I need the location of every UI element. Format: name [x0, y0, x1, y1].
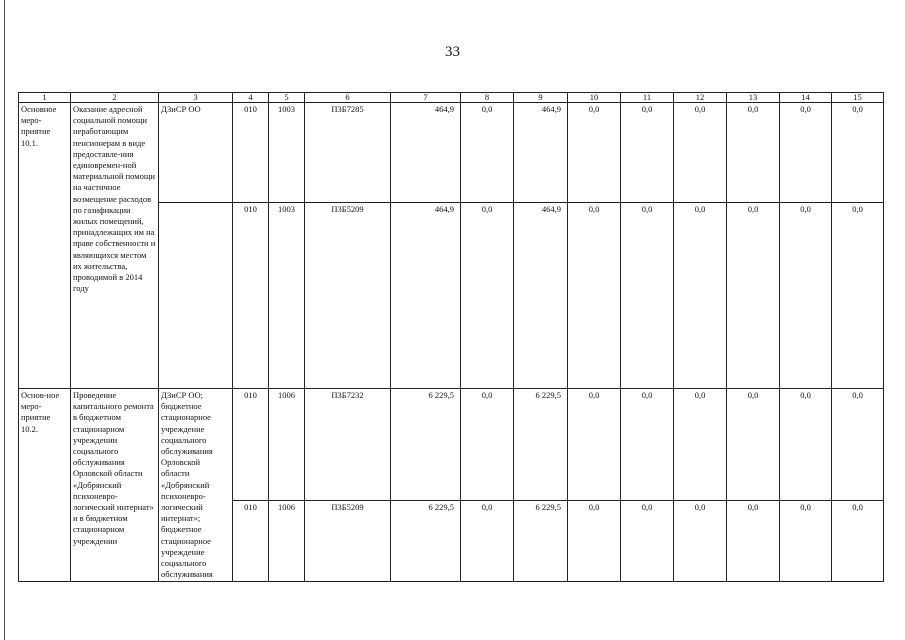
column-number: 2	[71, 93, 159, 103]
cell-c6: П3Б5209	[305, 203, 391, 389]
cell-c11: 0,0	[621, 203, 674, 389]
cell-c10: 0,0	[568, 203, 621, 389]
column-number: 14	[780, 93, 832, 103]
cell-c15: 0,0	[832, 389, 884, 501]
cell-c5: 1003	[269, 203, 305, 389]
activity-description: Проведение капитального ремонта в бюджетном стационарном учреждении социального обслуживания Орловской области «Добрянский психоневро-логический интернат» и в бюджетном стационарном учреждении	[71, 389, 159, 582]
column-number: 7	[391, 93, 461, 103]
cell-c14: 0,0	[780, 103, 832, 203]
left-margin-line	[4, 0, 5, 640]
cell-c13: 0,0	[727, 389, 780, 501]
cell-c9: 6 229,5	[514, 389, 568, 501]
cell-c12: 0,0	[674, 500, 727, 581]
cell-c13: 0,0	[727, 103, 780, 203]
cell-c11: 0,0	[621, 389, 674, 501]
column-number: 3	[159, 93, 233, 103]
column-number: 5	[269, 93, 305, 103]
cell-c4: 010	[233, 203, 269, 389]
cell-c6: П3Б7285	[305, 103, 391, 203]
cell-c4: 010	[233, 103, 269, 203]
cell-c8: 0,0	[461, 103, 514, 203]
column-number: 15	[832, 93, 884, 103]
cell-c8: 0,0	[461, 389, 514, 501]
table-row	[19, 389, 884, 501]
activity-executor-empty	[159, 203, 233, 389]
cell-c15: 0,0	[832, 500, 884, 581]
activity-executor: ДЗиСР ОО; бюджетное стационарное учреждение социального обслуживания Орловской области «Добрянский психоневро-логический интернат»; бюджетное стационарное учреждение социального обслуживания	[159, 389, 233, 582]
cell-c7: 464,9	[391, 103, 461, 203]
column-number: 12	[674, 93, 727, 103]
column-number: 8	[461, 93, 514, 103]
cell-c9: 464,9	[514, 203, 568, 389]
cell-c5: 1006	[269, 500, 305, 581]
cell-c7: 464,9	[391, 203, 461, 389]
cell-c12: 0,0	[674, 389, 727, 501]
cell-c9: 464,9	[514, 103, 568, 203]
cell-c10: 0,0	[568, 389, 621, 501]
cell-c8: 0,0	[461, 203, 514, 389]
activity-name: Основное меро-приятие 10.1.	[19, 103, 71, 389]
budget-table	[18, 92, 884, 582]
cell-c10: 0,0	[568, 103, 621, 203]
cell-c14: 0,0	[780, 500, 832, 581]
cell-c5: 1003	[269, 103, 305, 203]
cell-c14: 0,0	[780, 203, 832, 389]
column-number-row	[19, 93, 884, 103]
cell-c15: 0,0	[832, 103, 884, 203]
cell-c12: 0,0	[674, 203, 727, 389]
cell-c8: 0,0	[461, 500, 514, 581]
column-number: 9	[514, 93, 568, 103]
cell-c6: П3Б7232	[305, 389, 391, 501]
activity-description: Оказание адресной социальной помощи неработающим пенсионерам в виде предоставле-ния единовремен-ной материальной помощи на частичное возмещение расходов по газификации жилых помещений, принадлежащих им на праве собственности и являющихся местом их жительства, проводимой в 2014 году	[71, 103, 159, 389]
activity-name: Основ-ное меро-приятие 10.2.	[19, 389, 71, 582]
column-number: 1	[19, 93, 71, 103]
table-row	[19, 103, 884, 203]
column-number: 4	[233, 93, 269, 103]
cell-c13: 0,0	[727, 500, 780, 581]
activity-executor: ДЗиСР ОО	[159, 103, 233, 203]
cell-c13: 0,0	[727, 203, 780, 389]
column-number: 10	[568, 93, 621, 103]
cell-c11: 0,0	[621, 500, 674, 581]
cell-c5: 1006	[269, 389, 305, 501]
cell-c10: 0,0	[568, 500, 621, 581]
cell-c7: 6 229,5	[391, 389, 461, 501]
column-number: 11	[621, 93, 674, 103]
cell-c4: 010	[233, 500, 269, 581]
cell-c11: 0,0	[621, 103, 674, 203]
cell-c4: 010	[233, 389, 269, 501]
column-number: 13	[727, 93, 780, 103]
cell-c12: 0,0	[674, 103, 727, 203]
column-number: 6	[305, 93, 391, 103]
cell-c14: 0,0	[780, 389, 832, 501]
cell-c6: П3Б5209	[305, 500, 391, 581]
cell-c7: 6 229,5	[391, 500, 461, 581]
page-number: 33	[445, 44, 460, 60]
cell-c9: 6 229,5	[514, 500, 568, 581]
cell-c15: 0,0	[832, 203, 884, 389]
